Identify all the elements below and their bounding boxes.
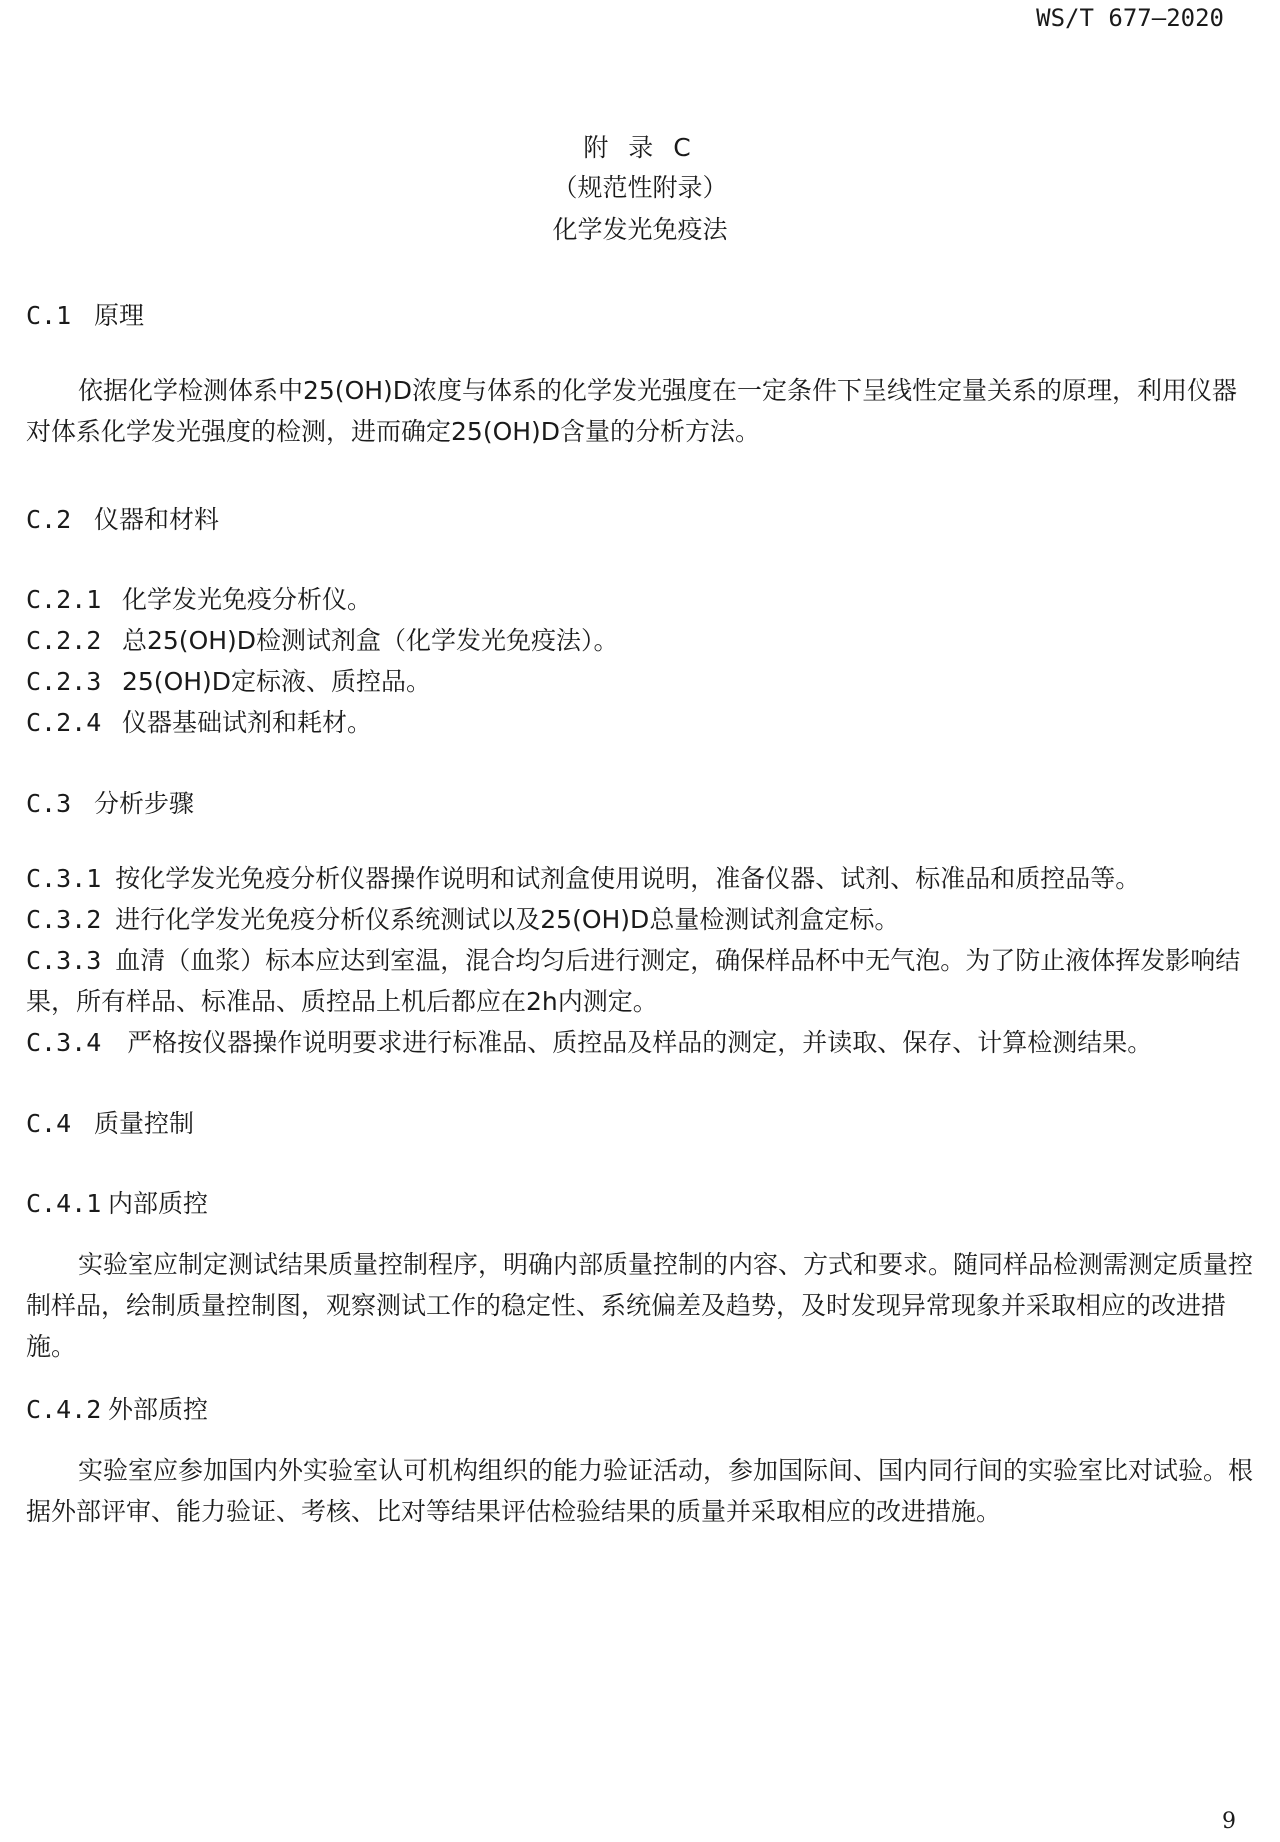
list-item-c24	[26, 703, 372, 739]
list-item-c22	[26, 621, 619, 657]
item-text: 血清（血浆）标本应达到室温，混合均匀后进行测定，确保样品杯中无气泡。为了防止液体挥发影响结果，所有样品、标准品、质控品上机后都应在2h内测定。	[26, 946, 1241, 1016]
page-number: 9	[1222, 1809, 1236, 1834]
section-title: 质量控制	[94, 1109, 195, 1138]
list-item-c34	[26, 1022, 1254, 1063]
section-title: 分析步骤	[94, 789, 195, 818]
standard-number: WS/T 677—2020	[1036, 4, 1224, 32]
section-number: C.1	[26, 301, 72, 330]
subsection-c42-paragraph: 实验室应参加国内外实验室认可机构组织的能力验证活动，参加国际间、国内同行间的实验室比对试验。根据外部评审、能力验证、考核、比对等结果评估检验结果的质量并采取相应的改进措施。	[26, 1456, 1254, 1526]
item-text: 进行化学发光免疫分析仪系统测试以及25(OH)D总量检测试剂盒定标。	[115, 905, 900, 934]
item-text: 化学发光免疫分析仪。	[122, 585, 373, 614]
item-number: C.3.2	[26, 905, 102, 934]
item-number: C.2.1	[26, 585, 102, 614]
list-item-c31	[26, 858, 1254, 899]
section-c2-heading	[26, 500, 219, 536]
item-number: C.2.2	[26, 626, 102, 655]
appendix-title: 化学发光免疫法	[552, 215, 728, 244]
section-c1-heading	[26, 296, 144, 332]
section-c1-paragraph: 依据化学检测体系中25(OH)D浓度与体系的化学发光强度在一定条件下呈线性定量关系的原理，利用仪器对体系化学发光强度的检测，进而确定25(OH)D含量的分析方法。	[26, 376, 1238, 446]
section-number: C.3	[26, 789, 72, 818]
section-title: 原理	[94, 301, 145, 330]
section-number: C.2	[26, 505, 72, 534]
list-item-c33	[26, 940, 1254, 1022]
item-text: 25(OH)D定标液、质控品。	[122, 667, 432, 696]
item-number: C.3.3	[26, 946, 102, 975]
section-c3-heading	[26, 784, 194, 820]
appendix-heading: 附 录 C	[583, 133, 697, 162]
item-number: C.2.3	[26, 667, 102, 696]
subsection-c41-heading	[26, 1184, 208, 1220]
item-number: C.4.1	[26, 1189, 102, 1218]
section-title: 仪器和材料	[94, 505, 220, 534]
section-number: C.4	[26, 1109, 72, 1138]
item-text: 严格按仪器操作说明要求进行标准品、质控品及样品的测定，并读取、保存、计算检测结果。	[127, 1028, 1153, 1057]
subsection-title: 外部质控	[108, 1395, 209, 1424]
item-text: 仪器基础试剂和耗材。	[122, 708, 373, 737]
subsection-c42-heading	[26, 1390, 208, 1426]
item-number: C.2.4	[26, 708, 102, 737]
item-number: C.4.2	[26, 1395, 102, 1424]
list-item-c21	[26, 580, 372, 616]
section-c4-heading	[26, 1104, 194, 1140]
appendix-type: （规范性附录）	[552, 173, 728, 202]
subsection-title: 内部质控	[108, 1189, 209, 1218]
item-text: 按化学发光免疫分析仪器操作说明和试剂盒使用说明，准备仪器、试剂、标准品和质控品等。	[115, 864, 1141, 893]
list-item-c32	[26, 899, 1254, 940]
item-number: C.3.1	[26, 864, 102, 893]
subsection-c41-paragraph: 实验室应制定测试结果质量控制程序，明确内部质量控制的内容、方式和要求。随同样品检测需测定质量控制样品，绘制质量控制图，观察测试工作的稳定性、系统偏差及趋势，及时发现异常现象并采取相应的改进措施。	[26, 1250, 1254, 1361]
item-text: 总25(OH)D检测试剂盒（化学发光免疫法）。	[122, 626, 619, 655]
item-number: C.3.4	[26, 1028, 102, 1057]
list-item-c23	[26, 662, 431, 698]
